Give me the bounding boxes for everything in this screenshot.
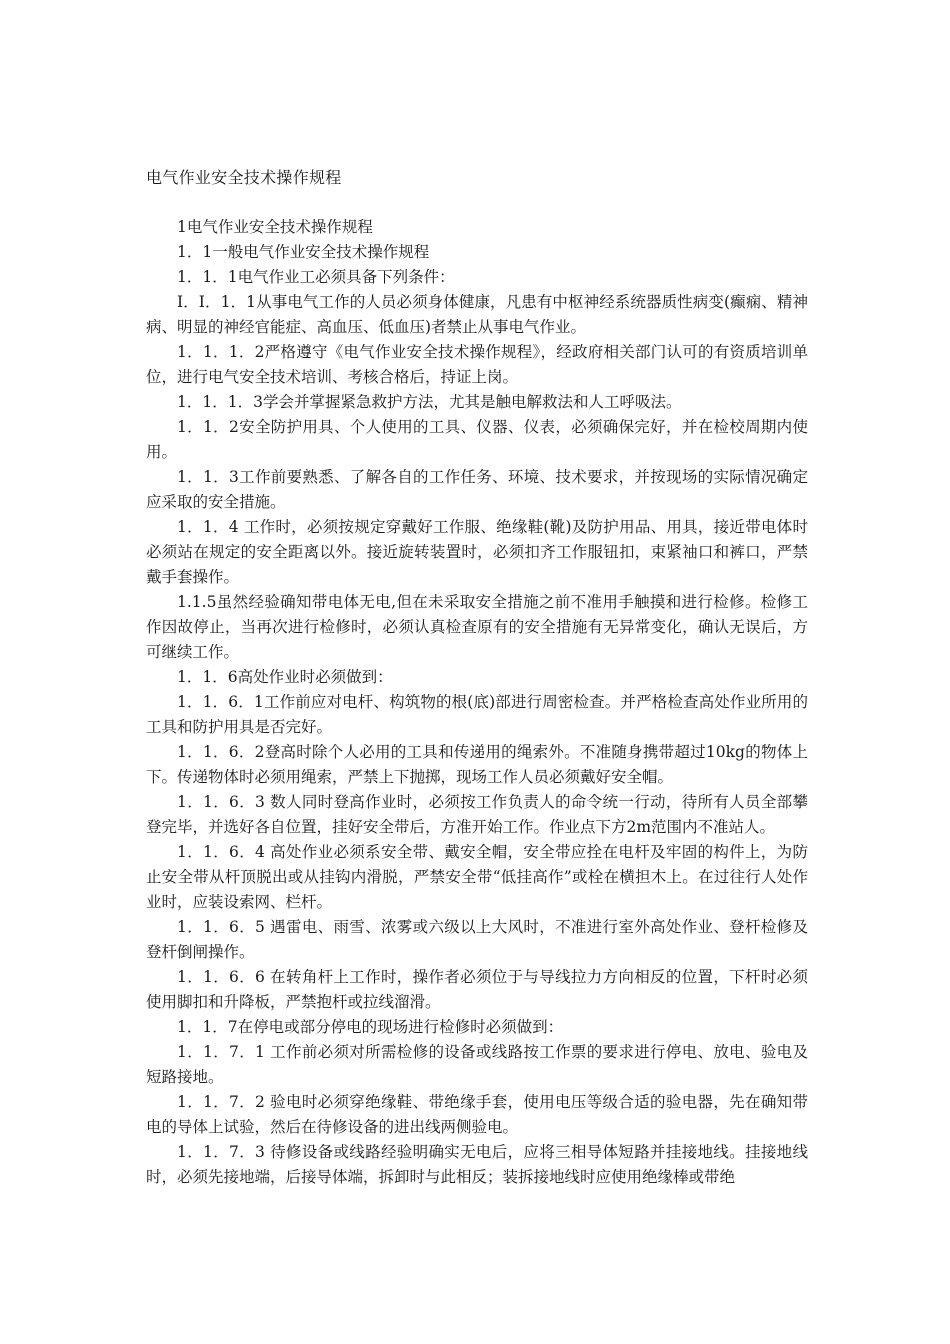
paragraph-1-1-7: 1．1．7在停电或部分停电的现场进行检修时必须做到： [177, 1018, 564, 1036]
paragraph-1-1-2: 1．1．2安全防护用具、个人使用的工具、仪器、仪表，必须确保完好，并在检校周期内使用。 [146, 418, 808, 461]
paragraph-1-1-6-2: 1．1．6．2登高时除个人必用的工具和传递用的绳索外。不准随身携带超过10kg的物体上下。传递物体时必须用绳索，严禁上下抛掷，现场工作人员必须戴好安全帽。 [146, 743, 808, 786]
paragraph-1-1-6-5: 1．1．6．5 遇雷电、雨雪、浓雾或六级以上大风时，不准进行室外高处作业、登杆检修及登杆倒闸操作。 [146, 918, 808, 961]
paragraph-1: 1电气作业安全技术操作规程 [177, 218, 373, 236]
paragraph-1-1-1-2: 1．1．1．2严格遵守《电气作业安全技术操作规程》，经政府相关部门认可的有资质培训单位，进行电气安全技术培训、考核合格后，持证上岗。 [146, 343, 808, 386]
paragraph-1-1-5: 1.1.5虽然经验确知带电体无电,但在未采取安全措施之前不准用手触摸和进行检修。检修工作因故停止，当再次进行检修时，必须认真检查原有的安全措施有无异常变化，确认无误后，方可继续工作。 [146, 593, 808, 661]
paragraph-1-1-4: 1．1．4 工作时，必须按规定穿戴好工作服、绝缘鞋(靴)及防护用品、用具，接近带电体时必须站在规定的安全距离以外。接近旋转装置时，必须扣齐工作服钮扣，束紧袖口和裤口，严禁戴手套操作。 [146, 518, 808, 586]
paragraph-1-1: 1．1一般电气作业安全技术操作规程 [177, 243, 430, 261]
paragraph-1-1-6-4: 1．1．6．4 高处作业必须系安全带、戴安全帽，安全带应拴在电杆及牢固的构件上，为防止安全带从杆顶脱出或从挂钩内滑脱，严禁安全带“低挂高作”或栓在横担木上。在过往行人处作业时，应装设索网、栏杆。 [146, 843, 808, 911]
paragraph-1-1-6-6: 1．1．6．6 在转角杆上工作时，操作者必须位于与导线拉力方向相反的位置，下杆时必须使用脚扣和升降板，严禁抱杆或拉线溜滑。 [146, 968, 808, 1011]
document-body [146, 215, 808, 1190]
paragraph-1-1-3: 1．1．3工作前要熟悉、了解各自的工作任务、环境、技术要求，并按现场的实际情况确定应采取的安全措施。 [146, 468, 808, 511]
document-title: 电气作业安全技术操作规程 [146, 168, 342, 187]
paragraph-1-1-6-3: 1．1．6．3 数人同时登高作业时，必须按工作负责人的命令统一行动，待所有人员全部攀登完毕，并选好各自位置，挂好安全带后，方准开始工作。作业点下方2m范围内不准站人。 [146, 793, 808, 836]
paragraph-1-1-7-1: 1．1．7．1 工作前必须对所需检修的设备或线路按工作票的要求进行停电、放电、验电及短路接地。 [146, 1043, 808, 1086]
paragraph-1-1-6-1: 1．1．6．1工作前应对电杆、构筑物的根(底)部进行周密检查。并严格检查高处作业所用的工具和防护用具是否完好。 [146, 693, 808, 736]
paragraph-1-1-7-2: 1．1．7．2 验电时必须穿绝缘鞋、带绝缘手套，使用电压等级合适的验电器，先在确知带电的导体上试验，然后在待修设备的进出线两侧验电。 [146, 1093, 808, 1136]
paragraph-1-1-1: 1．1．1电气作业工必须具备下列条件： [177, 268, 455, 286]
paragraph-1-1-1-3: 1．1．1．3学会并掌握紧急救护方法，尤其是触电解救法和人工呼吸法。 [177, 393, 682, 411]
paragraph-1-1-6: 1．1．6高处作业时必须做到： [177, 668, 393, 686]
paragraph-1-1-1-1: I．I．1．1从事电气工作的人员必须身体健康，凡患有中枢神经系统器质性病变(癫痫、精神病、明显的神经官能症、高血压、低血压)者禁止从事电气作业。 [146, 293, 808, 336]
paragraph-1-1-7-3: 1．1．7．3 待修设备或线路经验明确实无电后，应将三相导体短路并挂接地线。挂接地线时，必须先接地端，后接导体端，拆卸时与此相反；装拆接地线时应使用绝缘棒或带绝 [146, 1143, 808, 1186]
